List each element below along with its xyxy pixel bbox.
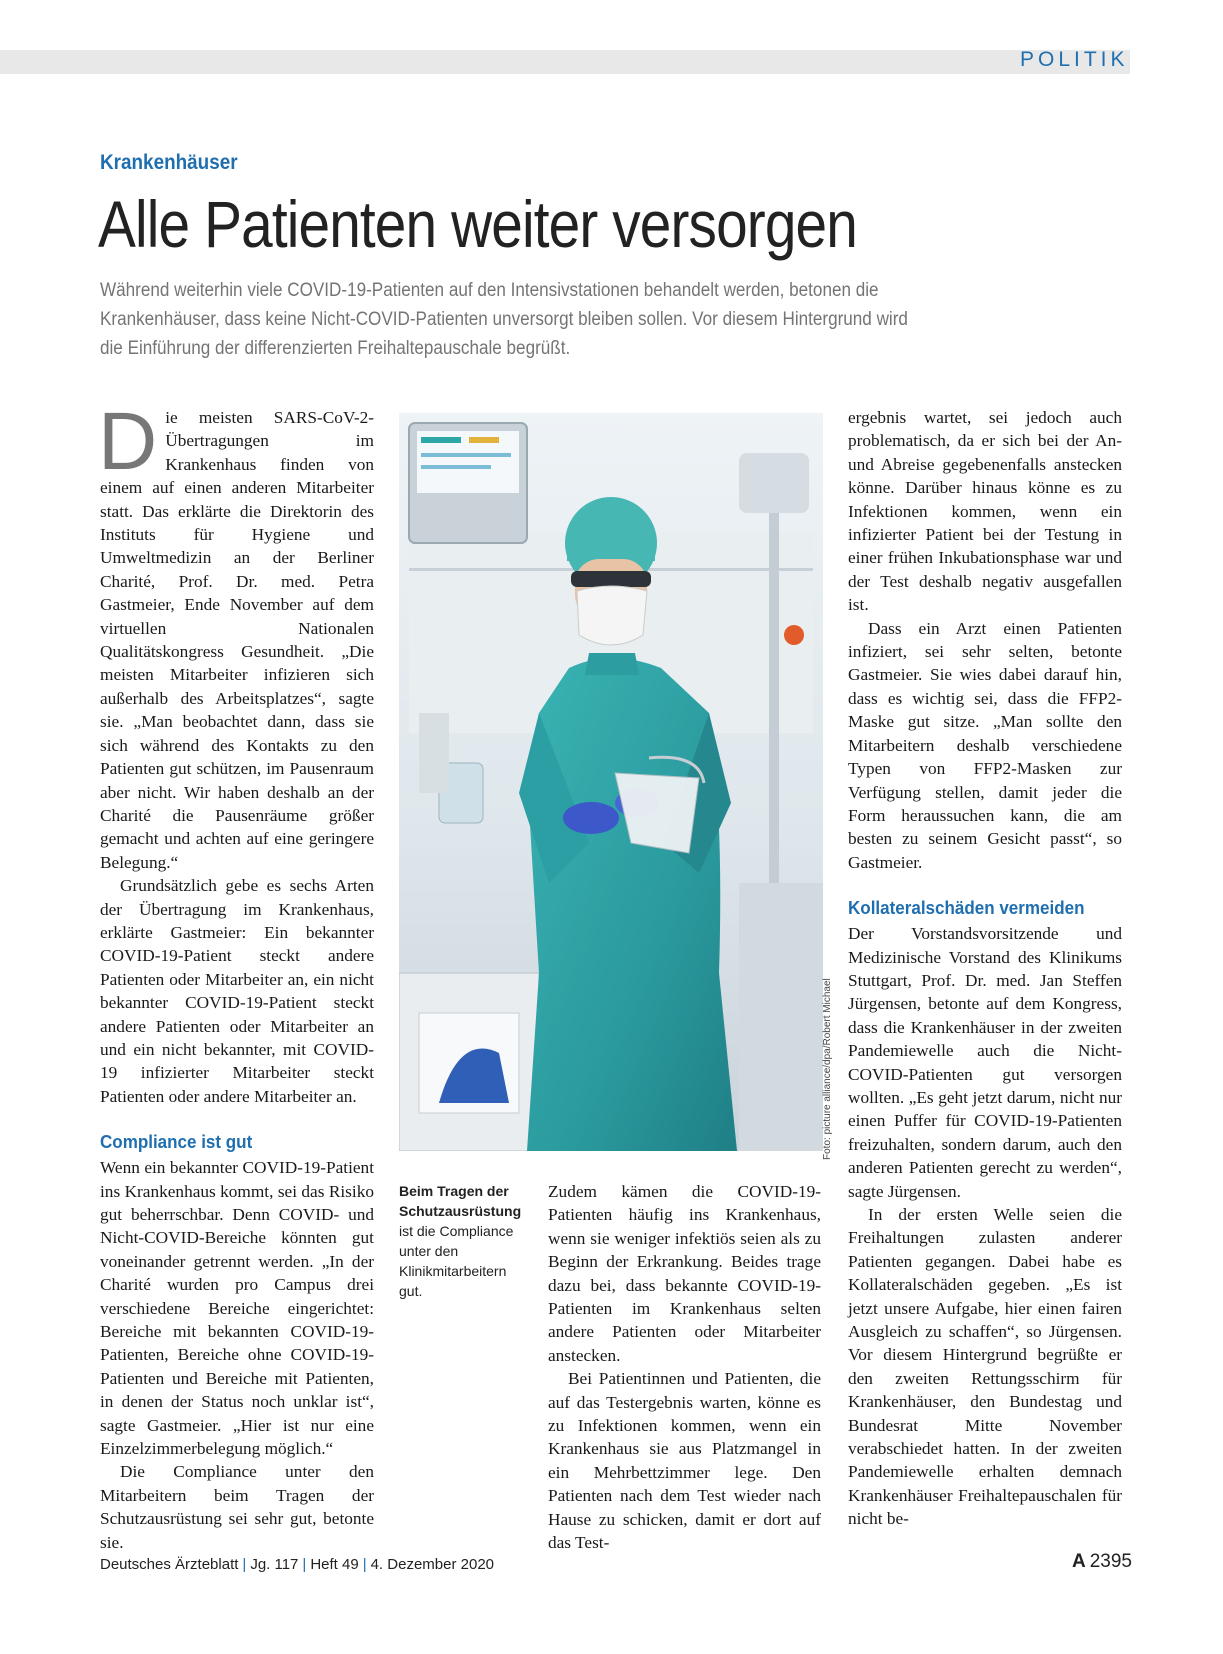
journal-issue: Heft 49 [310,1556,359,1573]
paragraph: Die Compliance unter den Mitarbeitern beim Tragen der Schutzausrüstung sei sehr gut, betonte sie. [100,1462,374,1552]
header-bar [0,50,1130,74]
text-column-2 [548,1180,821,1555]
paragraph: Die meisten SARS-CoV-2-Übertragungen im Krankenhaus finden von einem auf einen anderen Mitarbeiter statt. Das erklärte die Direktorin des Instituts für Hygiene und Umweltmedizin an der Berliner Charité, Prof. Dr. med. Petra Gastmeier, Ende November auf dem virtuellen Nationalen Qualitätskongress Gesundheit. „Die meisten Mitarbeiter infizieren sich außerhalb des Arbeitsplatzes“, sagte sie. „Man beobachtet dann, dass sie sich während des Kontakts zu den Patienten gut schützen, im Pausenraum aber nicht. Wir haben deshalb an der Charité die Pausenräume größer gemacht und achten auf eine geringere Belegung.“ [98,396,374,872]
text-column-3 [848,406,1122,1531]
section-label: POLITIK [1020,48,1129,71]
article-lead: Während weiterhin viele COVID-19-Patienten auf den Intensivstationen behandelt werden, betonen die Krankenhäuser, dass keine Nicht-COVID-Patienten unversorgt bleiben sollen. Vor diesem Hintergrund wird die Einführung der differenzierten Freihaltepauschale begrüßt. [100,280,908,359]
paragraph: Wenn ein bekannter COVID-19-Patient ins Krankenhaus kommt, sei das Risiko gut beherrschbar. Denn COVID- und Nicht-COVID-Bereiche könnten gut voneinander getrennt werden. „In der Charité wurden pro Campus drei verschiedene Bereiche eingerichtet: Bereiche mit bekannten COVID-19-Patienten, Bereiche ohne COVID-19-Patienten und Bereiche mit Patienten, in denen der Status noch unklar ist“, sagte Gastmeier. „Hier ist nur eine Einzelzimmerbelegung möglich.“ [100,1158,374,1459]
paragraph: Bei Patientinnen und Patienten, die auf das Testergebnis warten, könne es zu Infektionen kommen, wenn ein Krankenhaus sie aus Platzmangel in ein Mehrbettzimmer lege. Den Patienten nach dem Test wieder nach Hause zu schicken, damit er dort auf das Test- [548,1369,821,1553]
paragraph: Grundsätzlich gebe es sechs Arten der Übertragung im Krankenhaus, erklärte Gastmeier: Ein bekannter COVID-19-Patient steckt andere Patienten oder Mitarbeiter an, ein nicht bekannter COVID-19-Patient steckt andere Patienten oder Mitarbeiter an und ein nicht bekannter, mit COVID-19 infizierter Mitarbeiter steckt Patienten oder andere Mitarbeiter an. [100,876,374,1106]
page-value: 2395 [1089,1551,1133,1572]
article-photo [399,413,823,1151]
paragraph: Der Vorstandsvorsitzende und Medizinische Vorstand des Klinikums Stuttgart, Prof. Dr. med. Jan Steffen Jürgensen, betonte auf dem Kongress, dass die Krankenhäuser in der zweiten Pandemiewelle auch die Nicht-COVID-Patienten gut versorgen wollten. „Es geht jetzt darum, nicht nur einen Puffer für COVID-19-Patienten freizuhalten, sondern darum, auch den anderen Patienten gerecht zu werden“, sagte Jürgensen. [848,924,1122,1201]
photo-caption [399,1181,524,1301]
footer-separator: | [362,1556,367,1573]
drop-cap: D [98,396,158,487]
journal-name: Deutsches Ärzteblatt [100,1556,239,1573]
journal-volume: Jg. 117 [250,1556,299,1573]
photo-credit: Foto: picture alliance/dpa/Robert Michael [822,978,833,1160]
footer-separator: | [302,1556,307,1573]
page-number [1072,1551,1132,1573]
page-footer [100,1556,494,1573]
subheading: Compliance ist gut [100,1131,253,1153]
article-title: Alle Patienten weiter versorgen [98,187,857,261]
journal-date: 4. Dezember 2020 [370,1556,494,1573]
paragraph: Dass ein Arzt einen Patienten infiziert, sei sehr selten, betonte Gastmeier. Sie wies dabei darauf hin, dass es wichtig sei, dass die FFP2-Maske gut sitze. „Man sollte den Mitarbeitern deshalb verschiedene Typen von FFP2-Masken zur Verfügung stellen, damit jeder die Form heraussuchen kann, die am besten zu seinem Gesicht passt“, so Gastmeier. [848,618,1122,872]
paragraph: ergebnis wartet, sei jedoch auch problematisch, da er sich bei der An- und Abreise gegebenenfalls anstecken könne. Darüber hinaus könne es zu Infektionen kommen, wenn ein infizierter Patient bei der Testung in einer frühen Inkubationsphase war und der Test deshalb negativ ausgefallen ist. [848,408,1122,615]
footer-separator: | [242,1556,247,1573]
page-prefix: A [1072,1551,1086,1572]
article-kicker: Krankenhäuser [100,151,238,174]
caption-title: Beim Tragen der Schutzausrüstung [399,1183,522,1219]
caption-text: ist die Compliance unter den Klinikmitarbeitern gut. [399,1223,514,1299]
paragraph: In der ersten Welle seien die Freihaltungen zulasten anderer Patienten gegangen. Dabei habe es Kollateralschäden gegeben. „Es ist jetzt unsere Aufgabe, hier einen fairen Ausgleich zu schaffen“, so Jürgensen. Vor diesem Hintergrund begrüßte er den zweiten Rettungsschirm für Krankenhäuser, den Bundestag und Bundesrat Mitte November verabschiedet hatten. In der zweiten Pandemiewelle erhalten demnach Krankenhäuser Freihaltepauschalen für nicht be- [848,1205,1122,1529]
subheading: Kollateralschäden vermeiden [848,897,1085,919]
photo-illustration [399,413,823,1151]
text-column-1 [98,396,374,1554]
paragraph: Zudem kämen die COVID-19-Patienten häufig ins Krankenhaus, wenn sie weniger infektiös seien als zu Beginn der Erkrankung. Beides trage dazu bei, dass bekannte COVID-19-Patienten im Krankenhaus selten andere Patienten oder Mitarbeiter anstecken. [548,1182,821,1365]
